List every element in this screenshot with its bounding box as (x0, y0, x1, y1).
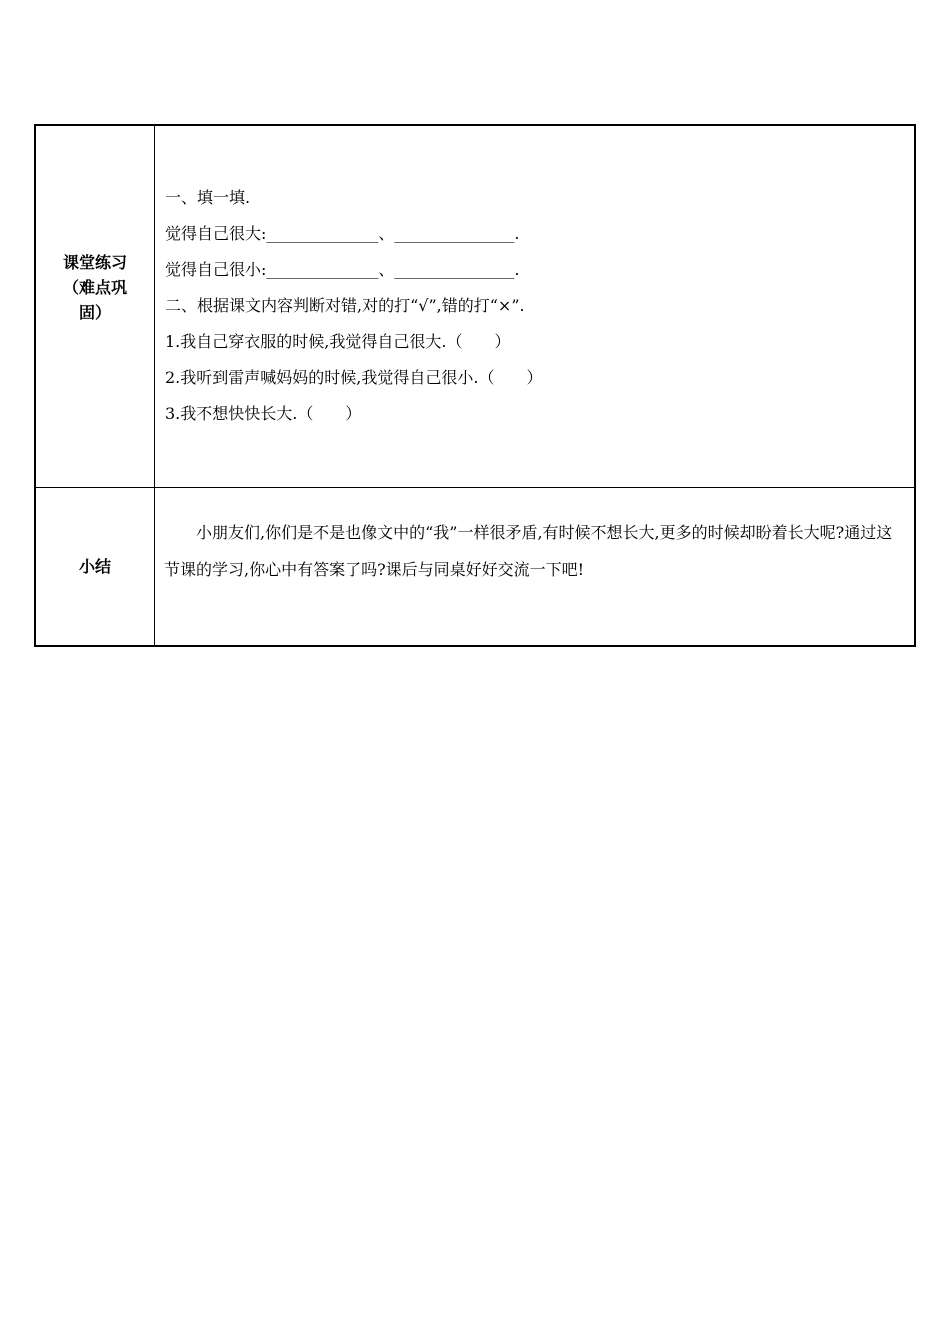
summary-row (36, 487, 914, 645)
practice-label (63, 250, 127, 325)
fill-blank-big: 觉得自己很大:______________、_______________. (165, 224, 520, 243)
lesson-table (34, 124, 916, 647)
practice-content (155, 126, 914, 487)
practice-label-line1: 课堂练习 (62, 253, 127, 272)
practice-label-line2: （难点巩 (62, 278, 127, 297)
judge-question-3: 3.我不想快快长大.（ ） (165, 404, 362, 423)
judge-question-2: 2.我听到雷声喊妈妈的时候,我觉得自己很小.（ ） (165, 368, 543, 387)
fill-blank-small: 觉得自己很小:______________、_______________. (165, 260, 520, 279)
practice-label-cell (36, 126, 155, 487)
fill-heading: 一、填一填. (165, 188, 251, 207)
summary-content (155, 488, 914, 645)
summary-label: 小结 (78, 557, 111, 576)
judge-heading: 二、根据课文内容判断对错,对的打“√”,错的打“×”. (165, 296, 525, 315)
summary-text: 小朋友们,你们是不是也像文中的“我”一样很矛盾,有时候不想长大,更多的时候却盼着长大呢?通过这节课的学习,你心中有答案了吗?课后与同桌好好交流一下吧! (164, 523, 893, 579)
practice-row (36, 126, 914, 487)
summary-label-cell (36, 488, 155, 645)
judge-question-1: 1.我自己穿衣服的时候,我觉得自己很大.（ ） (165, 332, 511, 351)
practice-label-line3: 固） (78, 303, 111, 322)
